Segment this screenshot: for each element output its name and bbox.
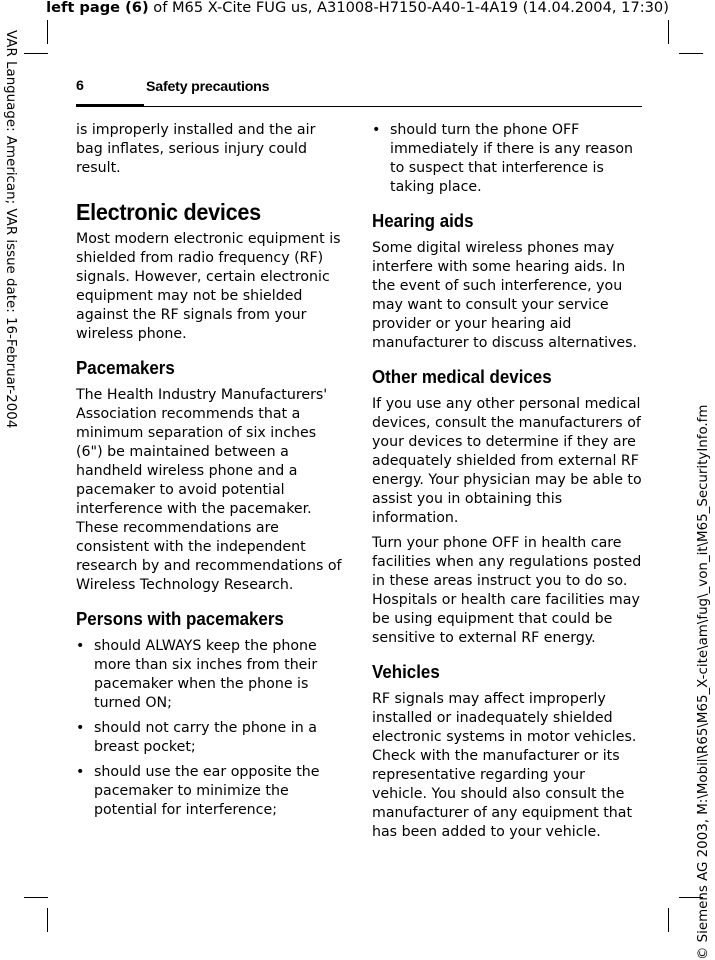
crop-mark (24, 53, 48, 54)
section-title-electronic-devices: Electronic devices (76, 199, 261, 225)
right-column (372, 121, 642, 848)
subsection-title-persons-with-pacemakers: Persons with pacemakers (76, 608, 284, 629)
var-language-text: VAR Language: American; VAR issue date: 16-Februar-2004 (3, 30, 18, 429)
copyright-path-note (695, 0, 715, 960)
list-item: • should not carry the phone in a breast pocket; (76, 719, 346, 757)
crop-mark (668, 20, 669, 44)
pacemaker-guidelines-list (76, 637, 346, 820)
print-info-line (0, 0, 715, 17)
intro-paragraph: is improperly installed and the air bag inflates, serious injury could result. (76, 122, 316, 176)
subsection-title-pacemakers: Pacemakers (76, 357, 175, 378)
electronic-devices-paragraph: Most modern electronic equipment is shielded from radio frequency (RF) signals. However, certain electronic equipment may not be shielded against the RF signals from your wireless phone. (76, 231, 341, 342)
subsection-title-hearing-aids: Hearing aids (372, 210, 474, 231)
subsection-title-vehicles: Vehicles (372, 661, 440, 682)
running-title: Safety precautions (146, 79, 270, 95)
list-item: • should turn the phone OFF immediately if there is any reason to suspect that interference is taking place. (372, 121, 642, 197)
list-item: • should use the ear opposite the pacemaker to minimize the potential for interference; (76, 763, 346, 820)
crop-mark (668, 908, 669, 932)
hearing-aids-paragraph: Some digital wireless phones may interfere with some hearing aids. In the event of such interference, you may want to consult your service provider or your hearing aid manufacturer to discuss alternatives. (372, 240, 638, 351)
pacemakers-paragraph: The Health Industry Manufacturers' Association recommends that a minimum separation of six inches (6") be maintained between a handheld wireless phone and a pacemaker to avoid potential interference with the pacemaker. These recommendations are consistent with the independent research by and recommendations of Wireless Technology Research. (76, 387, 342, 593)
crop-mark (47, 20, 48, 44)
subsection-title-other-medical-devices: Other medical devices (372, 366, 552, 387)
print-info-page: left page (6) (46, 0, 149, 16)
medical-devices-paragraph: If you use any other personal medical devices, consult the manufacturers of your devices to determine if they are adequately shielded from external RF energy. Your physician may be able to assist you in obtaining this information. (372, 396, 642, 526)
print-info-details: of M65 X-Cite FUG us, A31008-H7150-A40-1-4A19 (14.04.2004, 17:30) (148, 0, 669, 16)
vehicles-paragraph: RF signals may affect improperly installed or inadequately shielded electronic systems in motor vehicles. Check with the manufacturer or its representative regarding your vehicle. You should also consult the manufacturer of any equipment that has been added to your vehicle. (372, 691, 637, 840)
header-rule (76, 106, 642, 107)
crop-mark (47, 908, 48, 932)
list-item: • should ALWAYS keep the phone more than six inches from their pacemaker when the phone is turned ON; (76, 637, 346, 713)
copyright-path-text: © Siemens AG 2003, M:\Mobil\R65\M65_X-cite\am\fug\_von_it\M65_SecurityInfo.fm (696, 404, 711, 960)
var-language-note (0, 0, 20, 960)
page-header (76, 78, 642, 106)
health-care-facilities-paragraph: Turn your phone OFF in health care facilities when any regulations posted in these areas instruct you to do so. Hospitals or health care facilities may be using equipment that could be sensitive to external RF energy. (372, 535, 642, 646)
pacemaker-guidelines-list-continued (372, 121, 642, 197)
header-rule-accent (76, 104, 144, 107)
page-number: 6 (76, 78, 84, 94)
left-column (76, 121, 346, 826)
crop-mark (24, 897, 48, 898)
